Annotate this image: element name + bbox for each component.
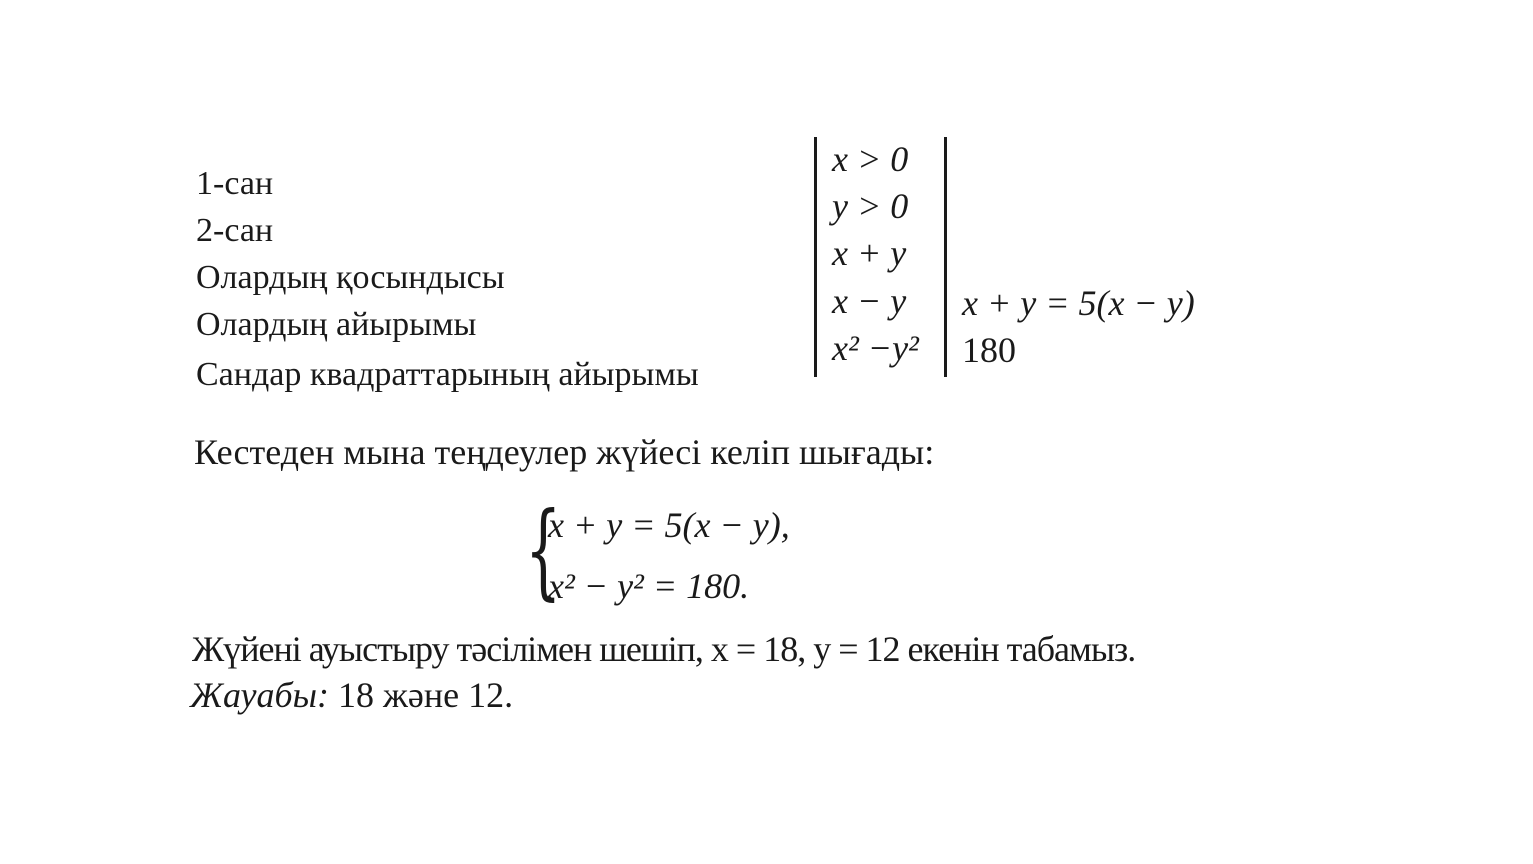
row-label-2: 2-сан: [196, 212, 274, 249]
expr-y-positive: y > 0: [832, 186, 909, 226]
answer-label: Жауабы:: [190, 675, 329, 715]
answer-value: 18 және 12.: [337, 675, 514, 715]
table-divider-right: [944, 137, 947, 377]
table-divider-left: [814, 137, 817, 377]
relation-sum-equation: x + y = 5(x − y): [962, 283, 1195, 323]
row-label-1: 1-сан: [196, 165, 274, 202]
row-label-4: Олардың айырымы: [196, 306, 477, 343]
expr-square-difference: x² −y²: [832, 328, 919, 368]
intro-text: Кестеден мына теңдеулер жүйесі келіп шығады:: [194, 432, 935, 472]
expr-x-positive: x > 0: [832, 139, 909, 179]
answer-line: [190, 674, 513, 716]
row-label-5: Сандар квадраттарының айырымы: [196, 356, 699, 393]
solution-text: Жүйені ауыстыру тәсілімен шешіп, x = 18, y = 12 екенін табамыз.: [192, 629, 1136, 669]
system-equation-2: x² − y² = 180.: [548, 566, 750, 606]
row-label-3: Олардың қосындысы: [196, 259, 505, 296]
system-brace-icon: {: [525, 489, 562, 611]
relation-180: 180: [962, 330, 1016, 370]
expr-sum: x + y: [832, 233, 907, 273]
expr-difference: x − y: [832, 281, 907, 321]
system-equation-1: x + y = 5(x − y),: [548, 505, 790, 545]
